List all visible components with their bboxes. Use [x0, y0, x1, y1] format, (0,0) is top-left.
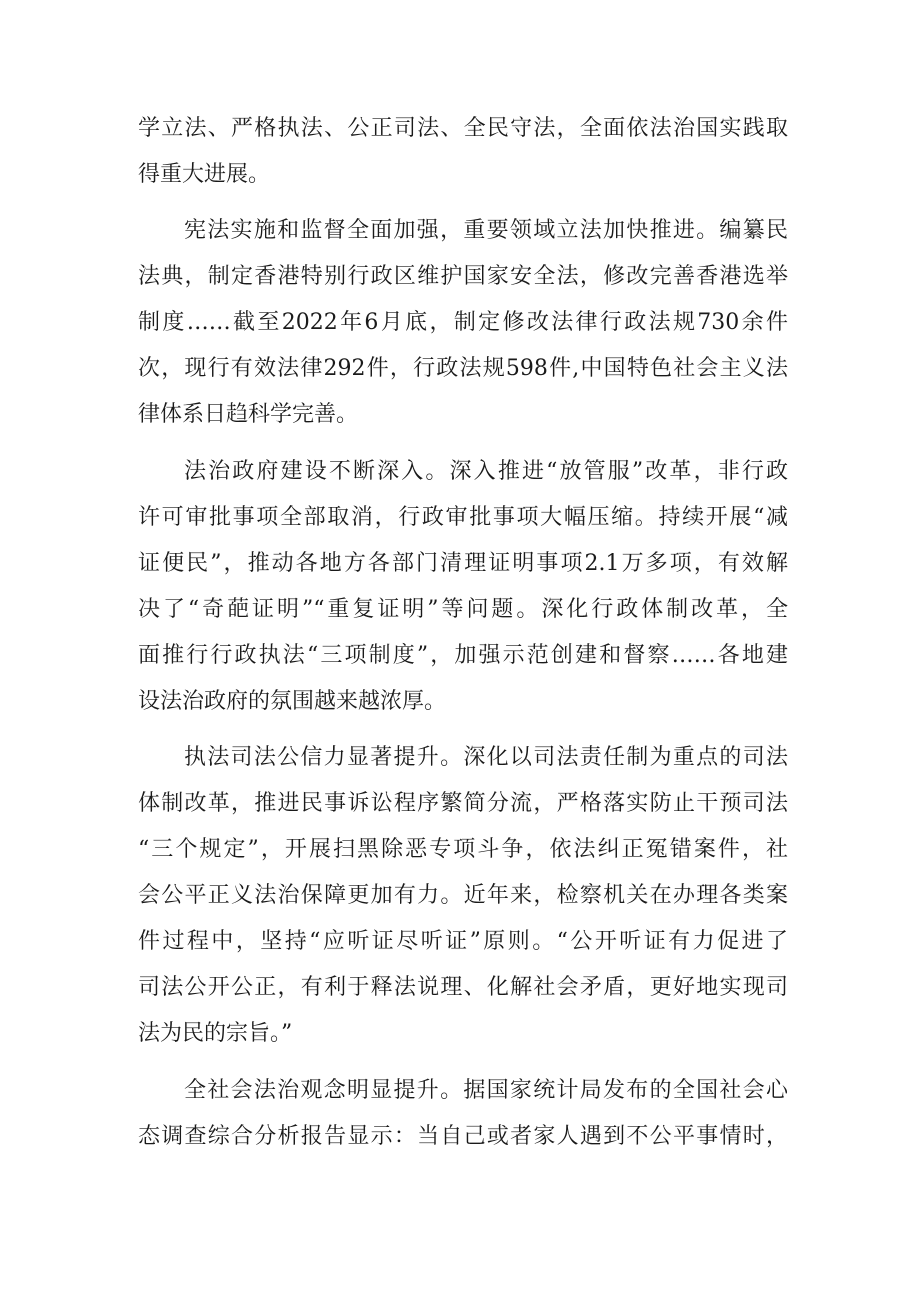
text-line-15: 体制改革，推进民事诉讼程序繁简分流，严格落实防止干预司法 [138, 791, 788, 816]
text-line-20: 法为民的宗旨。” [138, 1021, 293, 1046]
text-line-11: 决了“奇葩证明”“重复证明”等问题。深化行政体制改革，全 [138, 597, 788, 622]
text-line-8: 法治政府建设不断深入。深入推进“放管服”改革，非行政 [184, 459, 788, 484]
text-line-17: 会公平正义法治保障更加有力。近年来，检察机关在办理各类案 [138, 883, 788, 908]
text-line-4: 法典，制定香港特别行政区维护国家安全法，修改完善香港选举 [138, 264, 788, 289]
text-line-12: 面推行行政执法“三项制度”，加强示范创建和督察……各地建 [138, 643, 788, 668]
text-line-18: 件过程中，坚持“应听证尽听证”原则。“公开听证有力促进了 [138, 929, 788, 954]
text-line-3: 宪法实施和监督全面加强，重要领域立法加快推进。编纂民 [184, 218, 788, 243]
text-line-7: 律体系日趋科学完善。 [138, 402, 359, 427]
text-line-6: 次，现行有效法律292件，行政法规598件,中国特色社会主义法 [138, 356, 788, 381]
text-line-13: 设法治政府的氛围越来越浓厚。 [138, 689, 447, 714]
text-line-5: 制度……截至2022年6月底，制定修改法律行政法规730余件 [138, 310, 788, 335]
text-line-14: 执法司法公信力显著提升。深化以司法责任制为重点的司法 [184, 745, 788, 770]
text-line-21: 全社会法治观念明显提升。据国家统计局发布的全国社会心 [184, 1078, 788, 1103]
text-line-1: 学立法、严格执法、公正司法、全民守法，全面依法治国实践取 [138, 116, 788, 141]
text-line-9: 许可审批事项全部取消，行政审批事项大幅压缩。持续开展“减 [138, 505, 788, 530]
text-line-19: 司法公开公正，有利于释法说理、化解社会矛盾，更好地实现司 [138, 975, 788, 1000]
text-line-2: 得重大进展。 [138, 162, 271, 187]
text-line-10: 证便民”，推动各地方各部门清理证明事项2.1万多项，有效解 [138, 551, 788, 576]
text-line-22: 态调查综合分析报告显示：当自己或者家人遇到不公平事情时， [138, 1124, 788, 1149]
text-line-16: “三个规定”，开展扫黑除恶专项斗争，依法纠正冤错案件，社 [138, 837, 788, 862]
